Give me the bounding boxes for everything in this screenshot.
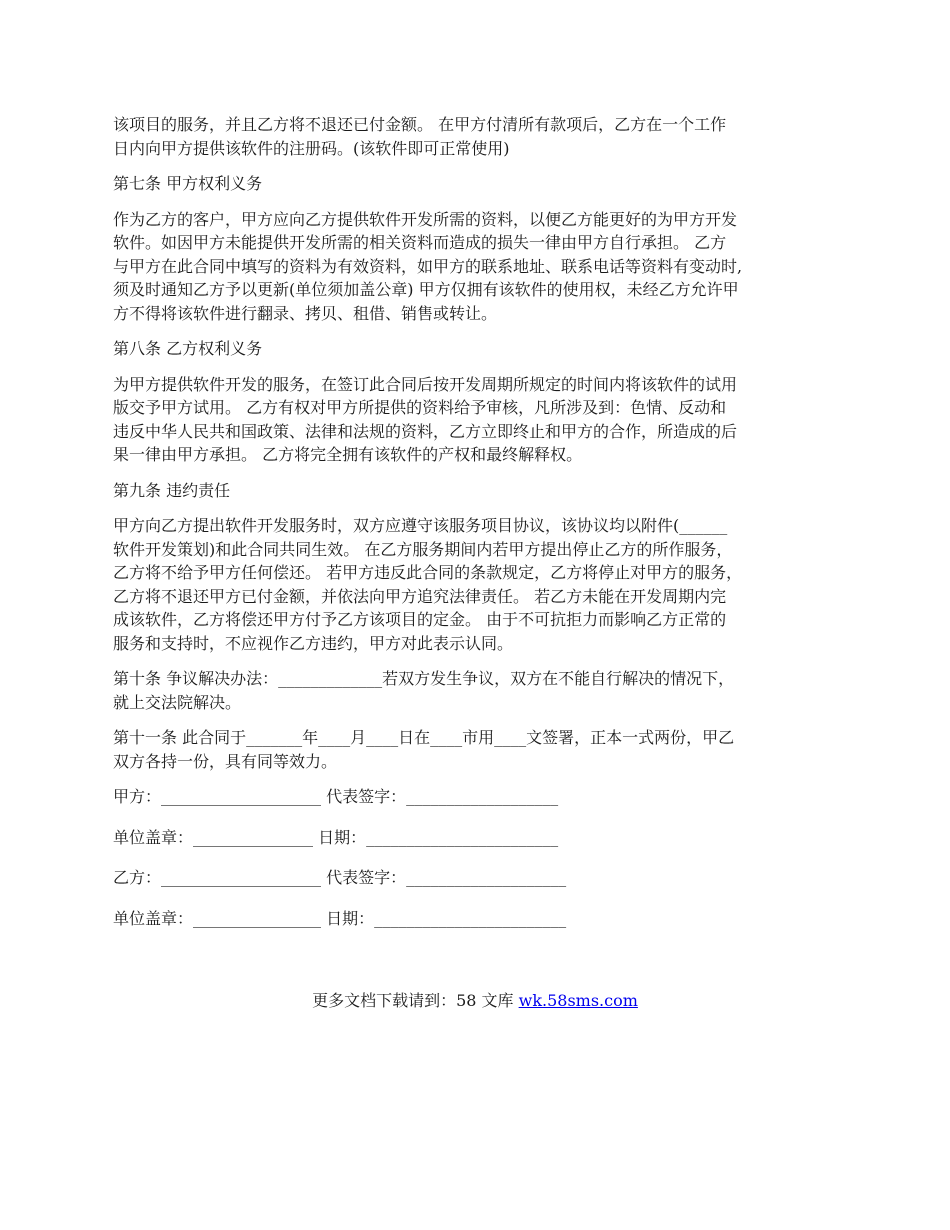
text-line: 版交予甲方试用。 乙方有权对甲方所提供的资料给予审核，凡所涉及到：色情、反动和 [113,398,727,417]
text-line: 日内向甲方提供该软件的注册码。(该软件即可正常使用) [113,138,510,158]
article-7-heading: 第七条 甲方权利义务 [113,174,263,193]
document-body [113,113,837,947]
party-b-signature-line: 乙方：____________________ 代表签字：____________________ [113,868,567,887]
text-line: 须及时通知乙方予以更新(单位须加盖公章) 甲方仅拥有该软件的使用权，未经乙方允许甲 [113,280,739,299]
text-line: 乙方将不给予甲方任何偿还。 若甲方违反此合同的条款规定，乙方将停止对甲方的服务， [113,563,743,582]
party-b-seal-line: 单位盖章：________________ 日期：________________________ [113,908,567,928]
text-line: 服务和支持时，不应视作乙方违约，甲方对此表示认同。 [113,633,514,653]
article-11-paragraph [113,726,837,773]
text-line: 成该软件，乙方将偿还甲方付予乙方该项目的定金。 由于不可抗拒力而影响乙方正常的 [113,610,727,629]
article-8-heading: 第八条 乙方权利义务 [113,339,263,358]
article-10-paragraph [113,667,837,714]
article-9-paragraph [113,514,837,655]
footer-text: 更多文档下载请到：58 文库 [312,991,519,1010]
text-line: 该项目的服务，并且乙方将不退还已付金额。 在甲方付清所有款项后，乙方在一个工作 [113,115,727,134]
party-a-signature-line: 甲方：____________________ 代表签字：___________________ [113,787,559,806]
text-line: 方不得将该软件进行翻录、拷贝、租借、销售或转让。 [113,303,498,323]
intro-paragraph [113,113,837,160]
text-line: 果一律由甲方承担。 乙方将完全拥有该软件的产权和最终解释权。 [113,445,583,464]
text-line: 违反中华人民共和国政策、法律和法规的资料，乙方立即终止和甲方的合作，所造成的后 [113,421,738,441]
article-9-heading: 第九条 违约责任 [113,480,231,500]
footer-link[interactable]: wk.58sms.com [518,991,638,1010]
text-line: 就上交法院解决。 [113,692,242,712]
text-line: 作为乙方的客户，甲方应向乙方提供软件开发所需的资料，以便乙方能更好的为甲方开发 [113,209,738,229]
text-line: 第十一条 此合同于_______年____月____日在____市用____文签署，正本一式两份，甲乙 [113,728,735,747]
text-line: 双方各持一份，具有同等效力。 [113,751,338,771]
text-line: 与甲方在此合同中填写的资料为有效资料，如甲方的联系地址、联系电话等资料有变动时, [113,256,743,276]
article-8-paragraph [113,373,837,467]
text-line: 软件。如因甲方未能提供开发所需的相关资料而造成的损失一律由甲方自行承担。 乙方 [113,233,727,252]
article-7-paragraph [113,208,837,326]
text-line: 第十条 争议解决办法：_____________若双方发生争议，双方在不能自行解决的情况下， [113,669,735,688]
text-line: 为甲方提供软件开发的服务，在签订此合同后按开发周期所规定的时间内将该软件的试用 [113,374,738,394]
text-line: 软件开发策划)和此合同共同生效。 在乙方服务期间内若甲方提出停止乙方的所作服务， [113,539,733,559]
footer [0,988,950,1011]
text-line: 乙方将不退还甲方已付金额，并依法向甲方追究法律责任。 若乙方未能在开发周期内完 [113,586,727,606]
text-line: 甲方向乙方提出软件开发服务时，双方应遵守该服务项目协议，该协议均以附件(______ [113,516,728,535]
party-a-seal-line: 单位盖章：_______________ 日期：________________________ [113,827,559,847]
